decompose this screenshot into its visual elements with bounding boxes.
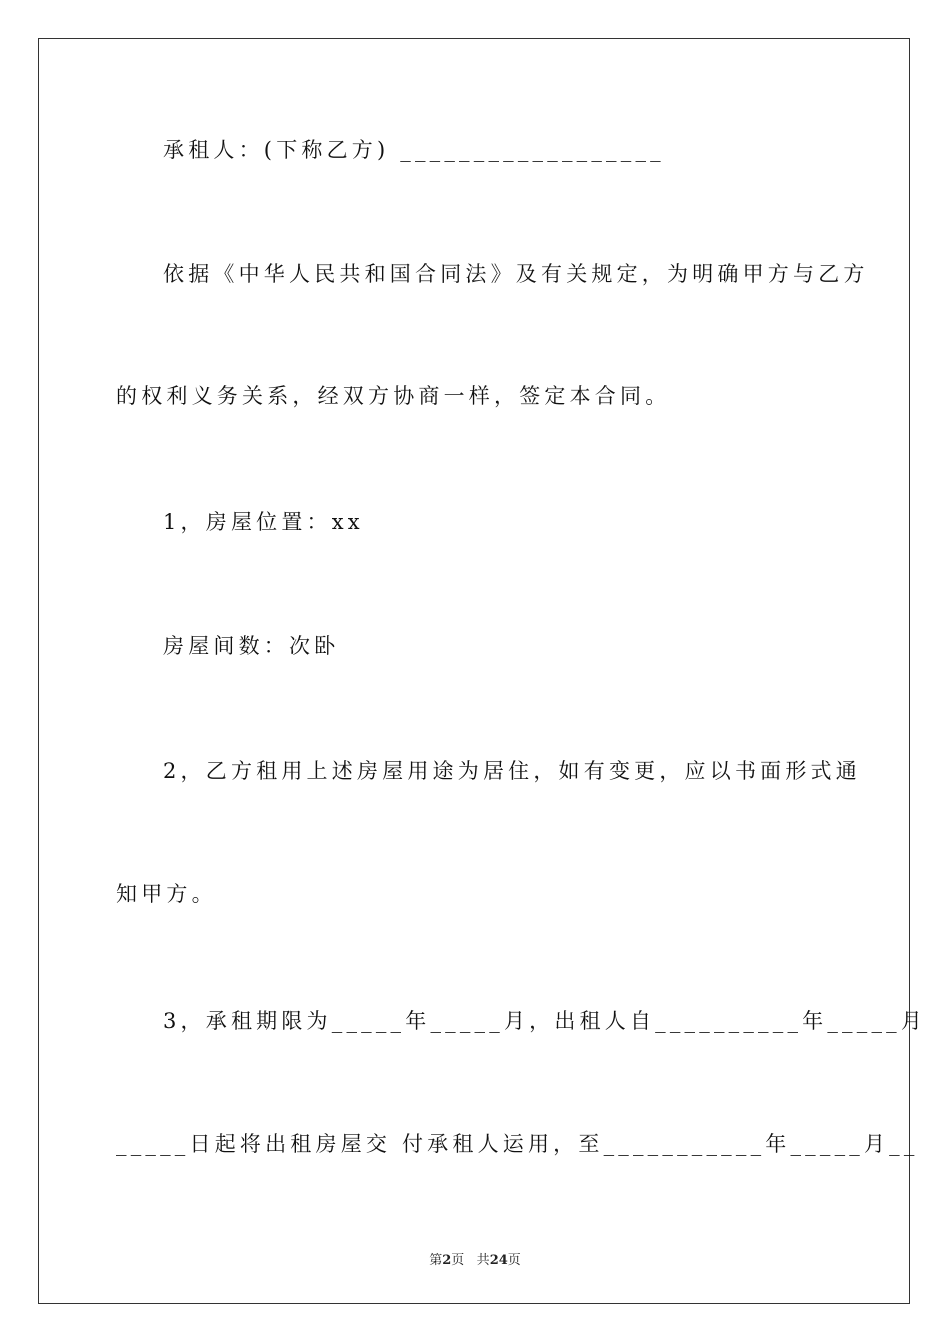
footer-prefix: 第 xyxy=(429,1253,443,1268)
footer-page-number: 2 xyxy=(442,1253,452,1268)
clause-3-line-2: _____日起将出租房屋交 付承租人运用，至___________年_____月__ xyxy=(116,1132,919,1156)
lessee-line: 承租人：(下称乙方) __________________ xyxy=(163,138,665,162)
page-border xyxy=(38,38,927,1304)
clause-1-rooms: 房屋间数：次卧 xyxy=(163,634,340,658)
footer-total-suffix: 页 xyxy=(507,1253,521,1268)
paragraph-basis-line-2: 的权利义务关系，经双方协商一样，签定本合同。 xyxy=(116,384,671,408)
footer-total-prefix: 共 xyxy=(476,1253,490,1268)
footer-page-suffix: 页 xyxy=(451,1253,465,1268)
paragraph-basis-line-1: 依据《中华人民共和国合同法》及有关规定，为明确甲方与乙方 xyxy=(163,262,869,286)
clause-1-location: 1，房屋位置：xx xyxy=(163,510,364,534)
footer-total-pages: 24 xyxy=(489,1253,508,1268)
clause-2-line-2: 知甲方。 xyxy=(116,882,217,906)
clause-3-line-1: 3，承租期限为_____年_____月，出租人自__________年_____月 xyxy=(163,1009,927,1033)
page-footer xyxy=(0,1249,950,1268)
clause-2-line-1: 2，乙方租用上述房屋用途为居住，如有变更，应以书面形式通 xyxy=(163,759,861,783)
